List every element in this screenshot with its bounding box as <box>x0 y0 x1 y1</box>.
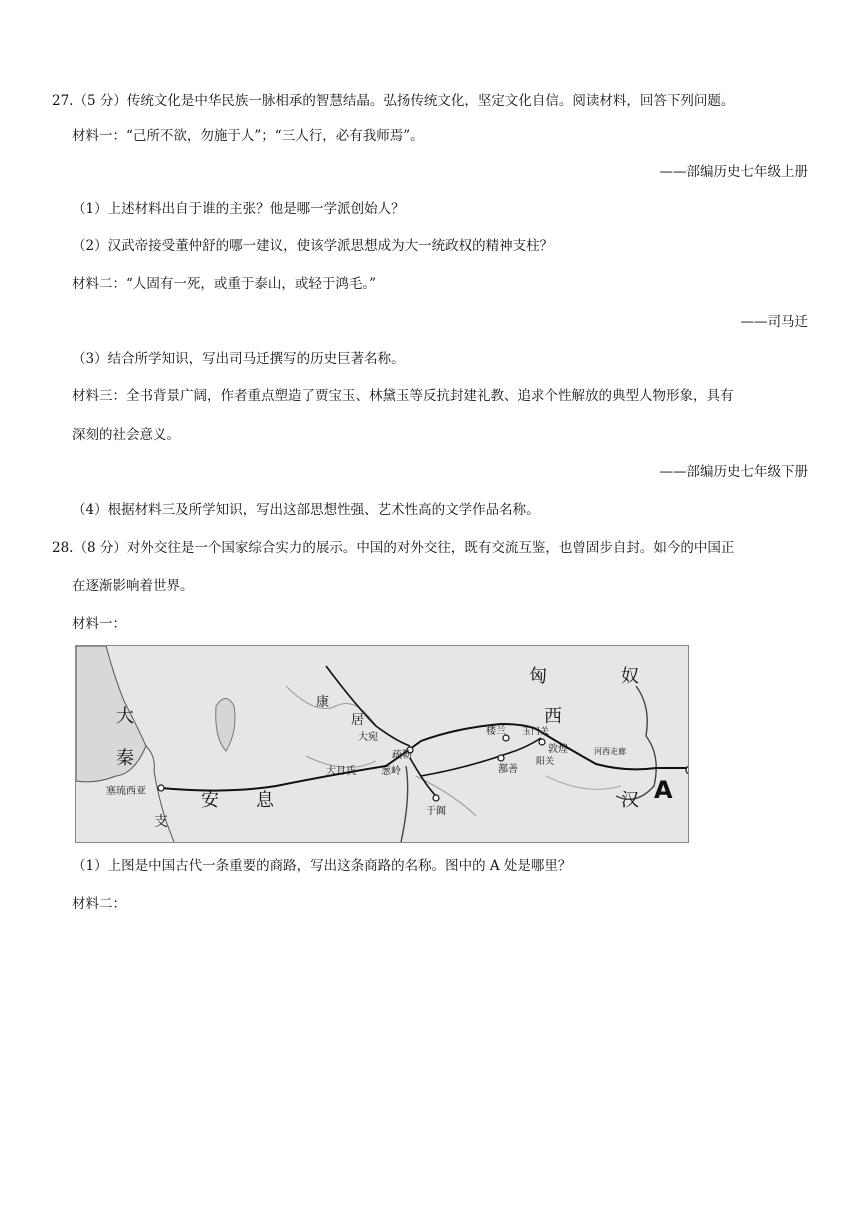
q27-material-3-source: ——部编历史七年级下册 <box>659 464 808 480</box>
map-label-xiongnu-2: 奴 <box>621 666 639 687</box>
q28-subquestion-1: （1）上图是中国古代一条重要的商路，写出这条商路的名称。图中的 A 处是哪里？ <box>72 858 572 874</box>
map-label-xiongnu-1: 匈 <box>529 666 547 687</box>
map-city-yumenguan: 玉门关 <box>522 727 550 737</box>
q27-material-3-line-1: 材料三：全书背景广阔，作者重点塑造了贾宝玉、林黛玉等反抗封建礼教、追求个性解放的典型人物形象，具有 <box>72 388 734 404</box>
q27-material-1: 材料一：“己所不欲，勿施于人”；“三人行，必有我师焉”。 <box>72 128 424 144</box>
map-label-zhi: 支 <box>154 814 168 830</box>
map-label-han: 汉 <box>621 790 639 811</box>
q27-stem: 27.（5 分）传统文化是中华民族一脉相承的智慧结晶。弘扬传统文化，坚定文化自信。阅读材料，回答下列问题。 <box>52 93 735 109</box>
map-city-dawan: 大宛 <box>358 732 378 743</box>
map-hexi-corridor: 河西走廊 <box>594 747 626 756</box>
map-label-xi: 西 <box>544 706 562 727</box>
q27-subquestion-1: （1）上述材料出自于谁的主张？他是哪一学派创始人？ <box>72 201 405 217</box>
map-label-kangju-2: 居 <box>351 713 365 728</box>
map-city-shanshan: 鄯善 <box>498 764 518 775</box>
map-label-daqin-1: 大 <box>116 706 134 727</box>
map-city-shule: 疏勒 <box>392 750 412 761</box>
map-city-congling: 葱岭 <box>381 766 401 777</box>
q27-material-2: 材料二：“人固有一死，或重于泰山，或轻于鸿毛。” <box>72 276 377 292</box>
q27-material-2-source: ——司马迁 <box>740 314 808 330</box>
map-label-daqin-2: 秦 <box>116 748 134 769</box>
silk-road-map <box>75 645 689 843</box>
map-label-kangju-1: 康 <box>316 695 330 710</box>
q28-stem-line-2: 在逐渐影响着世界。 <box>72 578 194 594</box>
map-city-dayuezhi: 大月氏 <box>326 766 356 777</box>
q27-subquestion-4: （4）根据材料三及所学知识，写出这部思想性强、艺术性高的文学作品名称。 <box>72 502 540 518</box>
q28-material-2: 材料二： <box>72 896 126 912</box>
map-marker-a: A <box>654 776 673 804</box>
map-city-loulan: 楼兰 <box>486 726 506 737</box>
q27-material-1-source: ——部编历史七年级上册 <box>659 164 808 180</box>
q28-stem-line-1: 28.（8 分）对外交往是一个国家综合实力的展示。中国的对外交往，既有交流互鉴，也曾固步自封。如今的中国正 <box>52 540 735 556</box>
q27-subquestion-3: （3）结合所学知识，写出司马迁撰写的历史巨著名称。 <box>72 351 405 367</box>
map-city-dunhuang: 敦煌 <box>548 744 568 755</box>
q27-subquestion-2: （2）汉武帝接受董仲舒的哪一建议，使该学派思想成为大一统政权的精神支柱？ <box>72 238 554 254</box>
map-city-seleucia: 塞琉西亚 <box>106 786 146 797</box>
map-label-anxi-1: 安 <box>201 790 219 811</box>
q28-material-1: 材料一： <box>72 616 126 632</box>
q27-material-3-line-2: 深刻的社会意义。 <box>72 427 180 443</box>
map-city-yutian: 于阗 <box>426 806 446 817</box>
map-city-yangguan: 阳关 <box>536 757 555 767</box>
map-label-anxi-2: 息 <box>256 790 274 811</box>
